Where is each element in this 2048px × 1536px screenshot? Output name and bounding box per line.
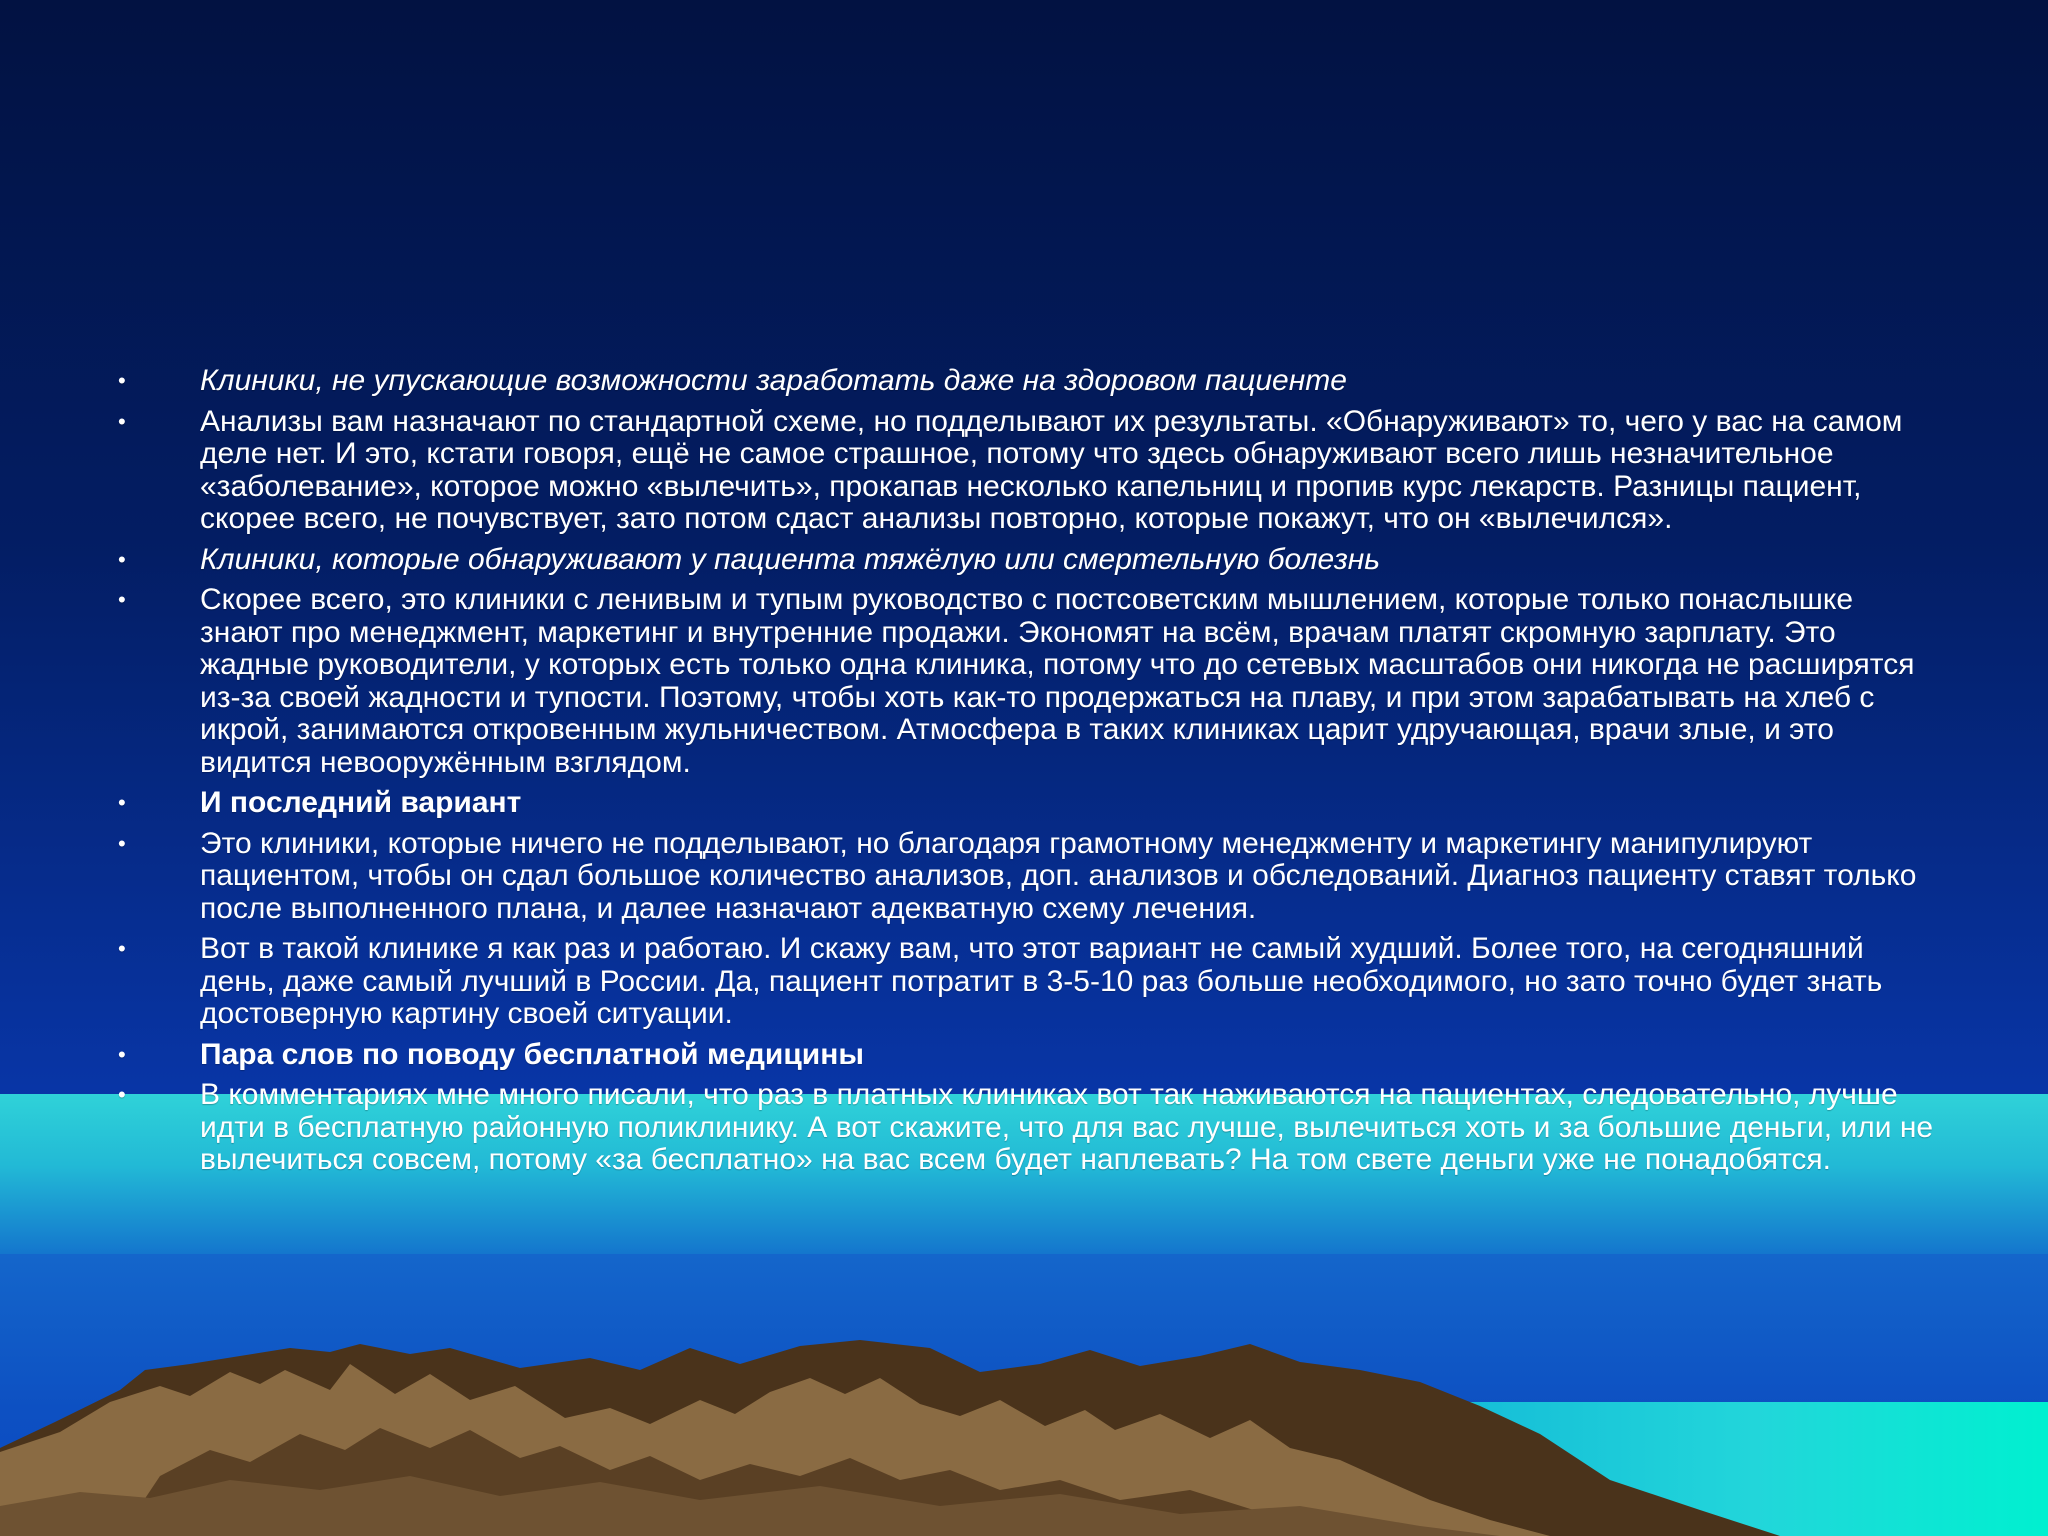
bullet-marker: • [118, 408, 126, 434]
list-item-text: Анализы вам назначают по стандартной схеме, но подделывают их результаты. «Обнаруживают» то, чего у вас на самом деле нет. И это, кстати говоря, ещё не самое страшное, потому что здесь обнаруживают всего лишь незначительное «заболевание», которое можно «вылечить», прокапав несколько капельниц и пропив курс лекарств. Разницы пациент, скорее всего, не почувствует, зато потом сдаст анализы повторно, которые покажут, что он «вылечился». [200, 404, 1903, 535]
list-item [118, 828, 1938, 926]
list-item-text: В комментариях мне много писали, что раз в платных клиниках вот так наживаются на пациентах, следовательно, лучше идти в бесплатную районную поликлинику. А вот скажите, что для вас лучше, вылечиться хоть и за большие деньги, или не вылечиться совсем, потому «за бесплатно» на вас всем будет наплевать? На том свете деньги уже не понадобятся. [200, 1078, 1934, 1176]
list-item [118, 584, 1938, 779]
list-item-text: И последний вариант [200, 786, 522, 819]
list-item [118, 365, 1938, 398]
list-item-text: Вот в такой клинике я как раз и работаю. И скажу вам, что этот вариант не самый худший. Более того, на сегодняшний день, даже самый лучший в России. Да, пациент потратит в 3-5-10 раз больше необходимого, но зато точно будет знать достоверную картину своей ситуации. [200, 932, 1883, 1030]
list-item [118, 406, 1938, 536]
bullet-marker: • [118, 830, 126, 856]
list-item [118, 544, 1938, 577]
bullet-marker: • [118, 790, 126, 815]
list-item-text: Клиники, которые обнаруживают у пациента тяжёлую или смертельную болезнь [200, 542, 1381, 576]
bullet-marker: • [118, 936, 126, 961]
list-item-text: Это клиники, которые ничего не подделывают, но благодаря грамотному менеджменту и маркетингу манипулируют пациентом, чтобы он сдал большое количество анализов, доп. анализов и обследований. Диагноз пациенту ставят только после выполненного плана, и далее назначают адекватную схему лечения. [200, 826, 1917, 925]
list-item [118, 1039, 1938, 1072]
bullet-marker: • [118, 368, 126, 393]
bullet-marker: • [118, 546, 126, 572]
bullet-marker: • [118, 1082, 126, 1107]
bullet-marker: • [118, 587, 126, 612]
list-item [118, 787, 1938, 820]
list-item-text: Скорее всего, это клиники с ленивым и тупым руководство с постсоветским мышлением, которые только понаслышке знают про менеджмент, маркетинг и внутренние продажи. Экономят на всём, врачам платят скромную зарплату. Это жадные руководители, у которых есть только одна клиника, потому что до сетевых масштабов они никогда не расширятся из-за своей жадности и тупости. Поэтому, чтобы хоть как-то продержаться на плаву, и при этом зарабатывать на хлеб с икрой, занимаются откровенным жульничеством. Атмосфера в таких клиниках царит удручающая, врачи злые, и это видится невооружённым взглядом. [200, 583, 1915, 779]
list-item-text: Пара слов по поводу бесплатной медицины [200, 1037, 864, 1071]
list-item-text: Клиники, не упускающие возможности заработать даже на здоровом пациенте [200, 364, 1347, 397]
bullet-list [118, 365, 1938, 1185]
list-item [118, 933, 1938, 1031]
mountain-range-illustration [0, 1330, 2048, 1536]
bullet-marker: • [118, 1041, 126, 1067]
list-item [118, 1079, 1938, 1177]
